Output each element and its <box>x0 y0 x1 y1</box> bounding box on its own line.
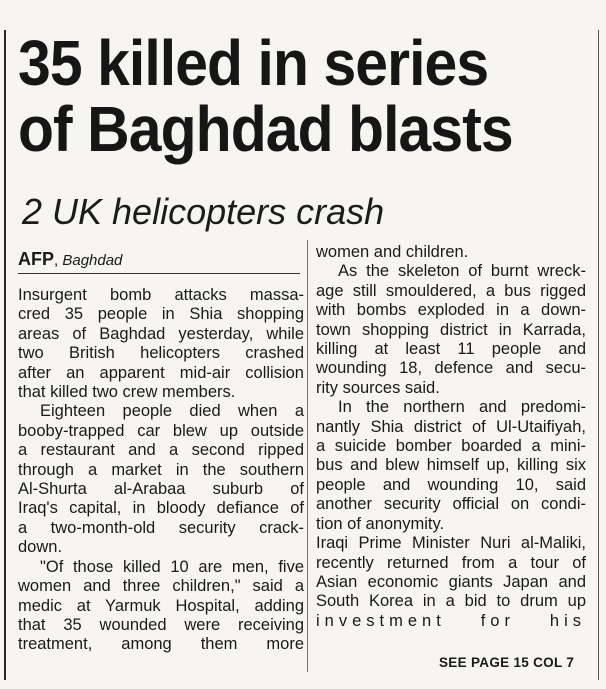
text-line: wounding 18, defence and secu- <box>316 359 586 378</box>
text-line: cred 35 people in Shia shopping <box>18 305 304 324</box>
headline <box>18 27 552 165</box>
byline-separator: , <box>54 252 63 269</box>
subheadline: 2 UK helicopters crash <box>22 191 385 232</box>
text-line: through a market in the southern <box>18 460 304 479</box>
text-line: areas of Baghdad yesterday, while <box>18 324 304 343</box>
column-divider <box>307 240 308 672</box>
byline <box>18 250 300 270</box>
text-line: killing at least 11 people and <box>316 340 586 359</box>
text-line: age still smouldered, a bus rigged <box>316 281 586 300</box>
text-line: recently returned from a tour of <box>316 553 586 572</box>
text-line: tion of anonymity. <box>316 514 445 533</box>
text-line: treatment, among them more <box>18 635 304 654</box>
byline-agency: AFP <box>18 249 54 269</box>
text-line: another security official on condi- <box>316 495 586 514</box>
text-line: two British helicopters crashed <box>18 344 304 363</box>
text-line: "Of those killed 10 are men, five <box>40 557 304 576</box>
text-line: that killed two crew members. <box>18 383 236 402</box>
article-column-left <box>18 286 304 655</box>
byline-place: Baghdad <box>62 252 123 269</box>
headline-line-2: of Baghdad blasts <box>18 93 513 165</box>
text-line: down. <box>18 538 63 557</box>
text-line: Al-Shurta al-Arabaa suburb of <box>18 480 304 499</box>
text-line: investment for his <box>316 611 586 630</box>
text-line: people and wounding 10, said <box>316 475 586 494</box>
text-line: Iraq's capital, in bloody defiance of <box>18 499 304 518</box>
text-line: women and three children," said a <box>18 577 304 596</box>
byline-rule <box>18 273 300 274</box>
text-line: South Korea in a bid to drum up <box>316 592 586 611</box>
text-line: nantly Shia district of Ul-Utaifiyah, <box>316 417 586 436</box>
text-line: medic at Yarmuk Hospital, adding <box>18 596 304 615</box>
headline-line-1: 35 killed in series <box>18 27 489 99</box>
text-line: booby-trapped car blew up outside <box>18 421 304 440</box>
text-line: women and children. <box>316 243 469 261</box>
text-line: Insurgent bomb attacks massa- <box>18 286 304 304</box>
text-line: after an apparent mid-air collision <box>18 363 304 382</box>
text-line: town shopping district in Karrada, <box>316 320 586 339</box>
text-line: bus and blew himself up, killing six <box>316 456 586 475</box>
text-line: In the northern and predomi- <box>338 398 586 417</box>
text-line: with bombs exploded in a down- <box>316 301 586 320</box>
text-line: a restaurant and a second ripped <box>18 441 304 460</box>
article-column-right <box>316 243 586 631</box>
text-line: a two-month-old security crack- <box>18 518 304 537</box>
text-line: Iraqi Prime Minister Nuri al-Maliki, <box>316 534 586 553</box>
text-line: that 35 wounded were receiving <box>18 615 304 634</box>
continuation-reference: SEE PAGE 15 COL 7 <box>439 655 575 670</box>
left-border-rule <box>4 30 6 680</box>
text-line: Asian economic giants Japan and <box>316 572 586 591</box>
text-line: rity sources said. <box>316 378 440 397</box>
text-line: Eighteen people died when a <box>40 402 304 421</box>
text-line: a suicide bomber boarded a mini- <box>316 437 586 456</box>
right-border-rule <box>598 30 599 680</box>
text-line: As the skeleton of burnt wreck- <box>338 262 586 281</box>
